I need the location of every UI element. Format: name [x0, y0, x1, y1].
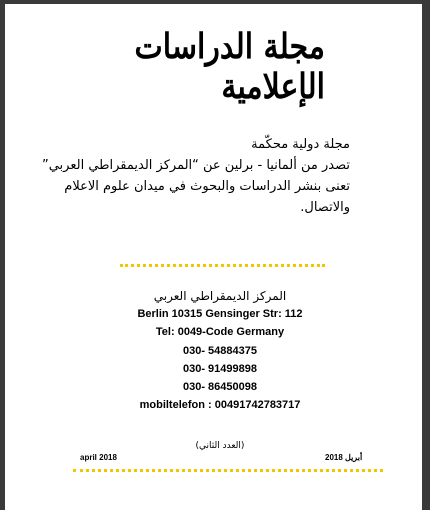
journal-intro: [41, 134, 350, 218]
intro-line-3: تعنى بنشر الدراسات والبحوث في ميدان علوم الاعلام: [64, 179, 350, 194]
contact-phone-1: 030- 54884375: [182, 344, 257, 357]
dotted-divider-bottom: [73, 469, 383, 472]
window-frame-right: [422, 0, 430, 510]
date-arabic: أبريل 2018: [325, 453, 363, 462]
dotted-divider-top: [120, 264, 325, 267]
intro-line-4: والاتصال.: [300, 200, 350, 215]
journal-masthead: مجلة الدراسات الإعلامية: [134, 26, 325, 108]
contact-phone-3: 030- 86450098: [182, 381, 257, 394]
intro-line-2: تصدر من ألمانيا - برلين عن “المركز الديمقراطي العربي”: [41, 158, 350, 173]
contact-address: Berlin 10315 Gensinger Str: 112: [137, 308, 303, 321]
issue-label: (العدد الثاني): [195, 441, 245, 451]
contact-mobile: mobiltelefon : 00491742783717: [139, 399, 301, 412]
contact-phone-2: 030- 91499898: [182, 362, 257, 375]
document-page: [5, 4, 422, 510]
contact-tel: Tel: 0049-Code Germany: [155, 326, 285, 339]
contact-org-name: المركز الديمقراطي العربي: [153, 289, 287, 303]
date-english: april 2018: [80, 453, 117, 462]
contact-block: [100, 287, 340, 414]
intro-line-1: مجلة دولية محكّمة: [251, 137, 350, 152]
